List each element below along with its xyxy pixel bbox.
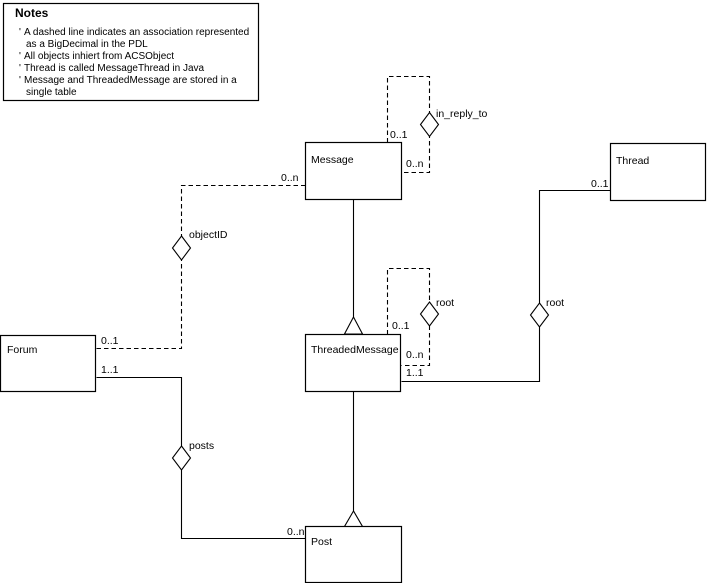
multiplicity-thread-root-threadedmessage: 1..1 (406, 367, 424, 379)
note-bullet: ' (19, 63, 21, 74)
multiplicity-object-id-forum: 0..1 (101, 335, 119, 347)
diamond-object-id (173, 236, 191, 260)
association-label-in-reply-to: in_reply_to (436, 108, 488, 120)
association-label-thread-root: root (546, 297, 565, 309)
entity-label-message: Message (311, 154, 354, 166)
note-line: Message and ThreadedMessage are stored in a (24, 75, 237, 86)
association-label-object-id: objectID (189, 229, 228, 241)
note-line: as a BigDecimal in the PDL (26, 39, 148, 50)
note-bullet: ' (19, 27, 21, 38)
note-bullet: ' (19, 75, 21, 86)
generalization-triangle-post (345, 511, 363, 527)
multiplicity-object-id-message: 0..n (281, 172, 299, 184)
note-line: All objects inhiert from ACSObject (24, 51, 175, 62)
multiplicity-thread-root-thread: 0..1 (591, 178, 609, 190)
entity-label-threadedmessage: ThreadedMessage (311, 344, 399, 356)
entity-box-message (306, 143, 402, 200)
notes-box (4, 4, 259, 101)
note-line: A dashed line indicates an association represented (24, 27, 250, 38)
entity-box-post (306, 527, 402, 583)
note-bullet: ' (19, 51, 21, 62)
multiplicity-root-self-target: 0..1 (392, 320, 410, 332)
generalization-triangle-threadedmessage (345, 317, 363, 334)
association-label-root-self: root (436, 297, 455, 309)
multiplicity-in-reply-to-target: 0..1 (390, 129, 408, 141)
association-line-object-id (97, 186, 306, 349)
note-line: Thread is called MessageThread in Java (24, 63, 205, 74)
association-line-thread-root (402, 191, 611, 382)
entity-label-forum: Forum (7, 344, 38, 356)
entity-label-thread: Thread (616, 155, 650, 167)
multiplicity-root-self-source: 0..n (406, 349, 424, 361)
notes-title: Notes (15, 6, 49, 20)
entity-box-thread (611, 144, 706, 201)
diamond-posts (173, 446, 191, 470)
association-line-posts (97, 378, 306, 539)
multiplicity-posts-post: 0..n (287, 526, 305, 538)
note-line: single table (26, 87, 77, 98)
multiplicity-in-reply-to-source: 0..n (406, 158, 424, 170)
association-label-posts: posts (189, 440, 215, 452)
entity-label-post: Post (311, 536, 333, 548)
multiplicity-posts-forum: 1..1 (101, 364, 119, 376)
